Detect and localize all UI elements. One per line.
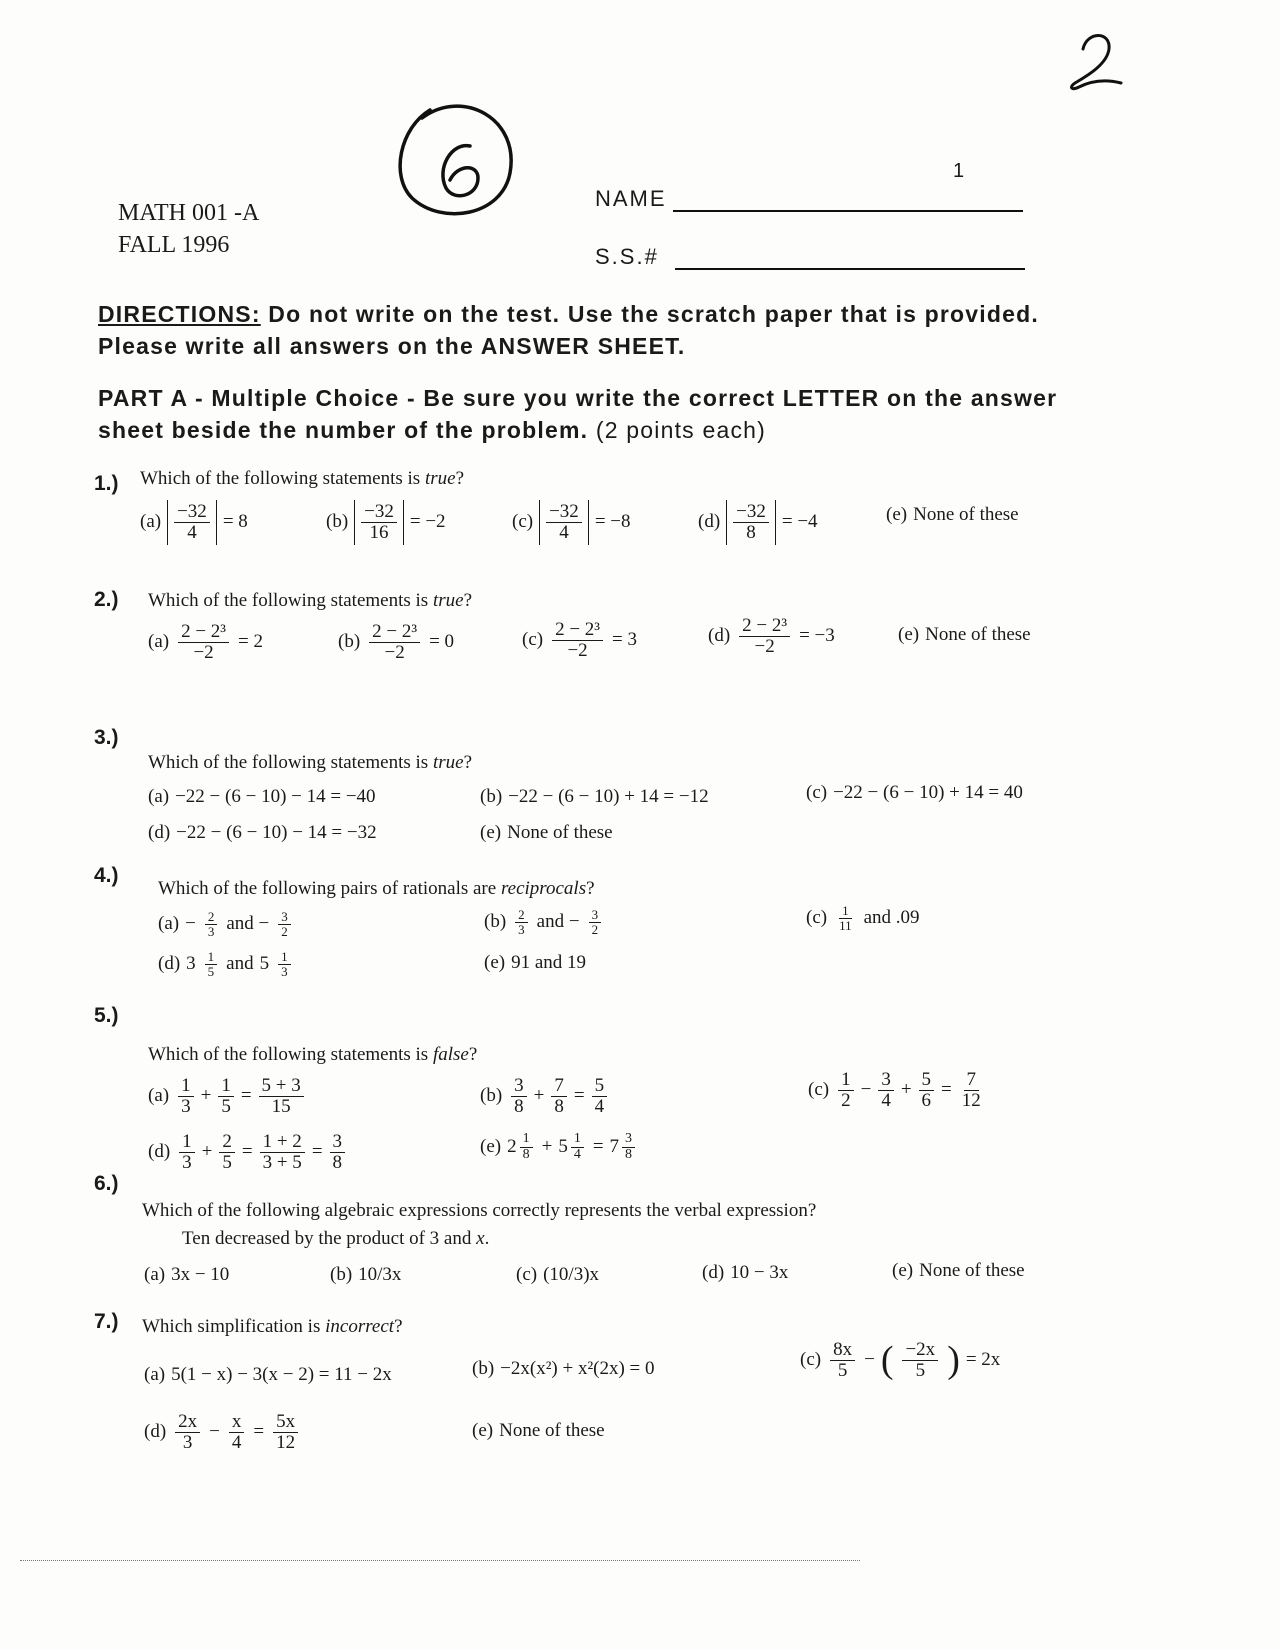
question-number: 5.) <box>94 1004 119 1027</box>
denominator: 3 <box>181 1095 191 1117</box>
option-label: (c) <box>806 782 828 803</box>
denominator: 4 <box>881 1089 891 1111</box>
option-1e[interactable] <box>886 504 1019 526</box>
stem-text: Which of the following algebraic expressions correctly represents the verbal expression? <box>142 1200 817 1221</box>
option-text: None of these <box>507 822 613 843</box>
directions <box>98 298 1039 362</box>
option-label: (a) <box>140 511 162 533</box>
scan-artifact-line <box>20 1560 860 1561</box>
part-a-instructions <box>98 382 1057 446</box>
rhs: = −4 <box>781 511 818 533</box>
operator: + <box>533 1085 545 1107</box>
joiner: and .09 <box>863 907 920 929</box>
question-number: 7.) <box>94 1310 119 1333</box>
joiner: and <box>226 953 254 975</box>
rhs: = 0 <box>429 631 455 653</box>
denominator: 8 <box>514 1095 524 1117</box>
fraction <box>260 1132 305 1173</box>
stem-text: Which of the following statements is <box>148 590 433 611</box>
fraction <box>919 1070 935 1111</box>
option-label: (e) <box>898 624 920 645</box>
operator: = <box>941 1079 952 1101</box>
numerator: −32 <box>733 502 769 523</box>
left-paren: ( <box>880 1339 894 1382</box>
option-label: (d) <box>158 953 181 975</box>
option-label: (b) <box>330 1264 353 1285</box>
option-label: (d) <box>702 1262 725 1283</box>
option-3e[interactable] <box>480 822 613 844</box>
numerator: 3 <box>622 1132 635 1148</box>
fraction <box>878 1070 894 1111</box>
directions-label: DIRECTIONS: <box>98 301 261 327</box>
denominator: 5 <box>221 1095 231 1117</box>
numerator: 1 <box>838 1070 854 1091</box>
option-label: (a) <box>148 786 170 807</box>
name-line[interactable] <box>673 210 1023 212</box>
numerator: 7 <box>964 1070 980 1091</box>
numerator: 3 <box>330 1132 346 1153</box>
stem-text: Which of the following statements is <box>140 468 425 489</box>
stem-emphasis: incorrect <box>325 1316 395 1337</box>
option-text: None of these <box>919 1260 1025 1281</box>
numerator: 1 <box>571 1132 584 1148</box>
numerator: −32 <box>174 502 210 523</box>
denominator: −2 <box>754 635 775 657</box>
stem-end: . <box>484 1228 490 1249</box>
option-7d[interactable]: (d) $\frac{2x}{3}$ − $\frac{x}{4}$ = $\frac{5x}{12}$ <box>144 1412 301 1453</box>
option-text: (10/3)x <box>543 1264 600 1285</box>
option-label: (b) <box>472 1358 495 1379</box>
part-a-points: (2 points each) <box>588 417 766 443</box>
absolute-value <box>539 500 589 545</box>
option-label: (c) <box>806 907 828 929</box>
denominator: 5 <box>837 1359 848 1381</box>
option-1c[interactable] <box>512 500 631 545</box>
joiner: and − <box>536 911 580 933</box>
option-4d[interactable] <box>158 950 294 978</box>
fraction <box>330 1132 346 1173</box>
option-2c[interactable] <box>522 620 637 661</box>
denominator: 5 <box>915 1359 926 1381</box>
option-label: (e) <box>886 504 908 525</box>
option-3a[interactable] <box>148 786 376 808</box>
option-label: (a) <box>158 913 180 935</box>
denominator: 2 <box>591 921 599 937</box>
rhs: = 8 <box>222 511 248 533</box>
whole: 5 <box>259 953 270 975</box>
numerator: 2x <box>175 1412 200 1433</box>
numerator: −2x <box>902 1340 938 1361</box>
denominator: 4 <box>231 1431 242 1453</box>
option-text: −22 − (6 − 10) + 14 = −12 <box>508 786 709 807</box>
numerator: 1 + 2 <box>260 1132 305 1153</box>
question-stem <box>148 1044 477 1066</box>
option-label: (b) <box>326 511 349 533</box>
stem-emphasis: true <box>432 752 464 773</box>
rhs: = 2 <box>238 631 263 653</box>
option-5d[interactable] <box>148 1132 348 1173</box>
option-1b[interactable] <box>326 500 446 545</box>
fraction <box>838 1070 854 1111</box>
option-label: (e) <box>480 822 502 843</box>
numerator: −32 <box>546 502 582 523</box>
question-stem <box>140 468 464 490</box>
stem-end: ? <box>586 878 595 899</box>
option-label: (d) <box>698 511 721 533</box>
option-3d[interactable] <box>148 822 377 844</box>
numerator: 3 <box>278 910 291 925</box>
option-text: 10 − 3x <box>730 1262 789 1283</box>
denominator: 16 <box>369 521 389 543</box>
option-text: None of these <box>499 1420 605 1441</box>
stem-text: Which of the following statements is <box>148 752 433 773</box>
option-4c[interactable] <box>806 904 920 932</box>
option-label: (d) <box>148 1141 171 1163</box>
operator: + <box>200 1085 212 1107</box>
absolute-value <box>354 500 404 545</box>
directions-text-1: Do not write on the test. Use the scratch paper that is provided. <box>260 301 1039 327</box>
stem-end: ? <box>463 590 472 611</box>
option-label: (c) <box>808 1079 830 1101</box>
stem-emphasis: x <box>476 1228 485 1249</box>
option-label: (d) <box>708 625 731 647</box>
option-6e[interactable] <box>892 1260 1025 1282</box>
stem-end: ? <box>468 1044 478 1065</box>
question-stem <box>142 1316 403 1338</box>
stem-emphasis: true <box>424 468 456 489</box>
option-label: (e) <box>472 1420 494 1441</box>
stem-end: ? <box>394 1316 403 1337</box>
fraction <box>551 1076 567 1117</box>
option-2b[interactable] <box>338 622 454 663</box>
option-text: −2x(x²) + x²(2x) = 0 <box>500 1358 655 1379</box>
numerator: −32 <box>361 502 397 523</box>
stem-emphasis: reciprocals <box>500 878 587 899</box>
circled-number <box>392 98 522 228</box>
option-5e[interactable]: (e) 2 $\frac{1}{8}$ + 5 $\frac{1}{4}$ = 7 $\frac{3}{8}$ <box>480 1132 638 1162</box>
page-number: 1 <box>953 160 965 182</box>
directions-text-2: Please write all answers on the ANSWER SHEET. <box>98 333 686 359</box>
option-1a[interactable] <box>140 500 248 545</box>
denominator: 2 <box>281 923 288 939</box>
question-number: 3.) <box>94 726 119 749</box>
numerator: 2 − 2³ <box>552 620 603 641</box>
numerator: 1 <box>178 1076 194 1097</box>
option-7a[interactable] <box>144 1364 392 1386</box>
rhs: = −2 <box>409 511 446 533</box>
option-4a[interactable] <box>158 910 294 938</box>
rhs: = −8 <box>594 511 631 533</box>
operator: = <box>241 1141 253 1163</box>
stem-text: Which of the following statements is <box>148 1044 433 1065</box>
option-text: 5(1 − x) − 3(x − 2) = 11 − 2x <box>171 1364 392 1385</box>
option-label: (d) <box>148 822 171 843</box>
expression <box>835 1070 987 1111</box>
denominator: 5 <box>207 963 215 979</box>
option-6b[interactable] <box>330 1264 401 1286</box>
absolute-value <box>167 500 217 545</box>
stem-emphasis: false <box>432 1044 469 1065</box>
fraction <box>592 1076 608 1117</box>
option-label: (b) <box>480 1085 503 1107</box>
denominator: 4 <box>594 1095 605 1117</box>
whole: 7 <box>609 1136 620 1158</box>
option-label: (e) <box>480 1136 502 1158</box>
part-a-line-2: sheet beside the number of the problem. <box>98 417 589 443</box>
option-7c[interactable]: (c) $\frac{8x}{5}$ − ( $\frac{-2x}{5}$ ) = 2x <box>800 1339 1001 1382</box>
option-6d[interactable] <box>702 1262 788 1284</box>
denominator: 3 <box>182 1431 193 1453</box>
option-5b[interactable] <box>480 1076 610 1117</box>
stem-text: Ten decreased by the product of 3 and <box>182 1228 477 1249</box>
numerator: 1 <box>218 1076 234 1097</box>
option-6a[interactable] <box>144 1264 229 1286</box>
rhs: = 2x <box>965 1349 1001 1371</box>
denominator: 8 <box>625 1146 633 1162</box>
numerator: 2 − 2³ <box>739 616 790 637</box>
ss-field[interactable] <box>595 244 1025 270</box>
numerator: 2 − 2³ <box>369 622 420 643</box>
denominator: 8 <box>554 1095 564 1117</box>
option-label: (a) <box>144 1264 166 1285</box>
denominator: 6 <box>921 1089 932 1111</box>
fraction <box>959 1070 984 1111</box>
denominator: 12 <box>276 1431 296 1453</box>
operator: = <box>311 1141 323 1163</box>
expression <box>176 1132 348 1173</box>
option-label: (c) <box>512 511 534 533</box>
option-label: (c) <box>516 1264 538 1285</box>
option-label: (c) <box>800 1349 822 1371</box>
fraction <box>178 1076 194 1117</box>
fraction <box>179 1132 195 1173</box>
fraction <box>218 1076 234 1117</box>
rhs: = −3 <box>799 625 835 647</box>
numerator: 1 <box>278 950 291 965</box>
option-text: 91 and 19 <box>511 952 587 973</box>
option-label: (c) <box>522 629 544 651</box>
denominator: 5 <box>222 1151 232 1173</box>
option-text: None of these <box>913 504 1019 525</box>
numerator: 5x <box>273 1412 298 1433</box>
option-7b[interactable] <box>472 1358 655 1380</box>
option-label: (a) <box>144 1364 166 1385</box>
stem-emphasis: true <box>432 590 464 611</box>
whole: 2 <box>507 1136 517 1158</box>
question-number: 4.) <box>94 864 119 887</box>
stem-end: ? <box>455 468 464 489</box>
part-a-line-1: PART A - Multiple Choice - Be sure you write the correct LETTER on the answer <box>98 385 1058 411</box>
option-3b[interactable] <box>480 786 709 808</box>
numerator: 1 <box>839 904 852 919</box>
question-number: 1.) <box>94 472 119 495</box>
numerator: 1 <box>179 1132 195 1153</box>
numerator: 3 <box>878 1070 894 1091</box>
absolute-value <box>726 500 776 545</box>
denominator: 15 <box>271 1095 291 1117</box>
joiner: and − <box>226 913 270 935</box>
numerator: 5 <box>919 1070 935 1091</box>
ss-label: S.S.# <box>595 244 659 269</box>
numerator: 2 − 2³ <box>178 622 229 643</box>
denominator: 4 <box>573 1146 581 1162</box>
option-label: (e) <box>892 1260 914 1281</box>
option-5c[interactable] <box>808 1070 987 1111</box>
name-field[interactable] <box>595 186 1023 212</box>
course-title: MATH 001 -A <box>118 200 260 226</box>
operator: + <box>201 1141 213 1163</box>
whole: 5 <box>558 1136 568 1158</box>
numerator: 7 <box>551 1076 567 1097</box>
fraction <box>259 1076 304 1117</box>
option-label: (b) <box>480 786 503 807</box>
option-text: 3x − 10 <box>171 1264 230 1285</box>
option-2e[interactable] <box>898 624 1031 646</box>
operator: − <box>860 1079 872 1101</box>
fraction <box>511 1076 527 1117</box>
operator: = <box>240 1085 252 1107</box>
denominator: 8 <box>746 521 756 543</box>
numerator: 3 <box>589 908 602 923</box>
denominator: 11 <box>839 917 852 933</box>
option-text: −22 − (6 − 10) − 14 = −40 <box>175 786 376 807</box>
question-stem <box>142 1200 816 1222</box>
question-stem <box>148 590 472 612</box>
question-number: 2.) <box>94 588 119 611</box>
fraction <box>219 1132 235 1173</box>
whole: 3 <box>186 953 196 975</box>
question-stem <box>148 752 472 774</box>
option-label: (e) <box>484 952 506 973</box>
numerator: 1 <box>520 1132 533 1148</box>
option-3c[interactable] <box>806 782 1023 804</box>
stem-end: ? <box>463 752 472 773</box>
option-2d[interactable] <box>708 616 835 657</box>
denominator: 3 <box>518 921 525 937</box>
course-term: FALL 1996 <box>118 232 230 258</box>
option-label: (a) <box>148 1085 170 1107</box>
operator: + <box>900 1079 912 1101</box>
question-number: 6.) <box>94 1172 119 1195</box>
option-label: (b) <box>338 631 361 653</box>
denominator: 3 <box>207 923 215 939</box>
option-text: −22 − (6 − 10) + 14 = 40 <box>833 782 1023 803</box>
numerator: 5 + 3 <box>259 1076 304 1097</box>
numerator: 3 <box>511 1076 527 1097</box>
stem-text: Which simplification is <box>142 1316 326 1337</box>
denominator: 4 <box>187 521 197 543</box>
expression <box>508 1076 610 1117</box>
option-1d[interactable] <box>698 500 818 545</box>
numerator: 5 <box>592 1076 608 1097</box>
operator: = <box>573 1085 585 1107</box>
option-7e[interactable] <box>472 1420 605 1442</box>
denominator: −2 <box>567 639 588 661</box>
question-stem-line-2 <box>182 1228 489 1250</box>
handwritten-two-icon <box>1065 25 1125 95</box>
name-label: NAME <box>595 186 667 211</box>
numerator: 1 <box>205 950 218 965</box>
stem-text: Which of the following pairs of rationals are <box>158 878 501 899</box>
option-2a[interactable] <box>148 622 263 663</box>
option-label: (b) <box>484 911 507 933</box>
prefix: − <box>185 913 196 935</box>
option-text: −22 − (6 − 10) − 14 = −32 <box>176 822 377 843</box>
rhs: = 3 <box>612 629 637 651</box>
denominator: −2 <box>193 641 214 663</box>
denominator: 3 + 5 <box>262 1151 302 1173</box>
denominator: 8 <box>522 1146 530 1162</box>
denominator: 3 <box>182 1151 192 1173</box>
denominator: 12 <box>961 1089 981 1111</box>
option-5a[interactable] <box>148 1076 307 1117</box>
handwritten-number <box>1065 25 1125 100</box>
question-stem <box>158 878 595 900</box>
option-text: None of these <box>925 624 1031 645</box>
ss-line[interactable] <box>675 268 1025 270</box>
numerator: x <box>229 1412 245 1433</box>
numerator: 8x <box>830 1340 855 1361</box>
denominator: 3 <box>281 963 288 979</box>
denominator: 8 <box>332 1151 343 1173</box>
numerator: 2 <box>205 910 218 925</box>
option-4e[interactable] <box>484 952 586 974</box>
denominator: 2 <box>841 1089 851 1111</box>
option-label: (d) <box>144 1421 167 1443</box>
option-6c[interactable] <box>516 1264 599 1286</box>
right-paren: ) <box>947 1339 960 1382</box>
option-text: 10/3x <box>358 1264 402 1285</box>
option-4b[interactable] <box>484 908 604 936</box>
numerator: 2 <box>219 1132 235 1153</box>
expression <box>175 1076 307 1117</box>
denominator: 4 <box>559 521 569 543</box>
numerator: 2 <box>515 908 528 923</box>
denominator: −2 <box>384 641 405 663</box>
option-label: (a) <box>148 631 170 653</box>
